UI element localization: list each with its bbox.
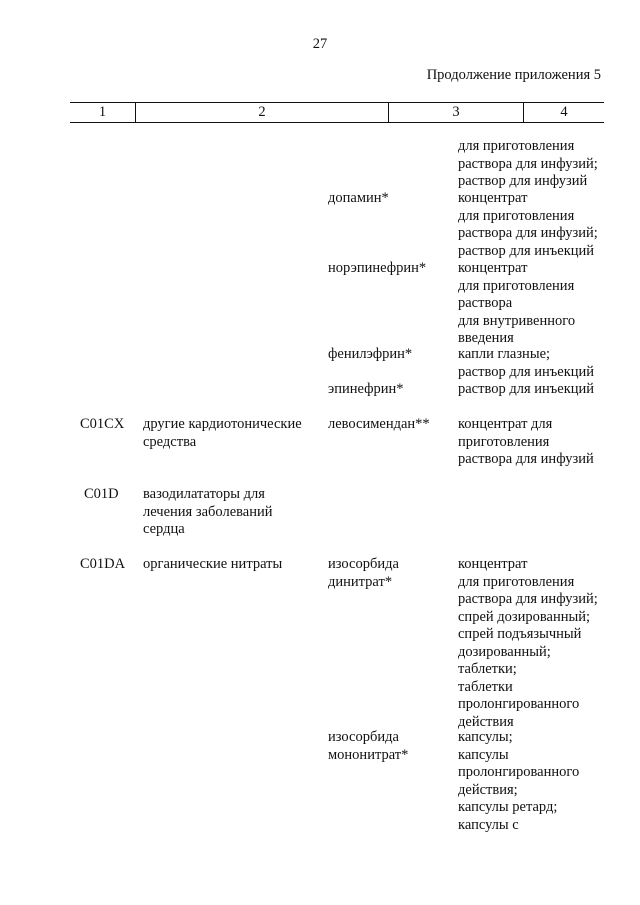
dosage-form-line: капсулы — [458, 746, 509, 763]
dosage-form-line: раствор для инъекций — [458, 363, 595, 380]
drug-name-line: допамин* — [328, 190, 389, 206]
dosage-form-line: для приготовления — [458, 138, 575, 154]
drug-name — [328, 381, 404, 399]
group-name — [143, 416, 302, 451]
dosage-form-line: концентрат для — [458, 416, 553, 432]
column-header-1: 1 — [98, 104, 107, 120]
dosage-form-line: раствора для инфузий — [458, 451, 594, 467]
dosage-form-line: действия — [458, 713, 514, 730]
table-header — [70, 102, 604, 123]
dosage-form-line: раствора для инфузий; — [458, 155, 598, 172]
dosage-forms — [458, 260, 575, 348]
drug-name-line: фенилэфрин* — [328, 346, 413, 362]
drug-name — [328, 729, 408, 764]
dosage-form-line: приготовления — [458, 433, 550, 450]
group-name-line: средства — [143, 433, 197, 450]
dosage-forms — [458, 416, 594, 469]
dosage-form-line: раствор для инъекций — [458, 242, 595, 259]
dosage-form-line: раствор для инъекций — [458, 381, 595, 397]
dosage-form-line: для внутривенного — [458, 312, 576, 329]
dosage-forms — [458, 138, 598, 191]
group-name-line: вазодилататоры для — [143, 486, 265, 502]
atc-code: C01D — [84, 486, 119, 502]
drug-name-line: изосорбида — [328, 729, 399, 745]
dosage-form-line: раствора — [458, 295, 513, 311]
dosage-form-line: капсулы; — [458, 729, 513, 745]
dosage-form-line: раствор для инфузий — [458, 173, 588, 189]
dosage-form-line: для приготовления — [458, 277, 575, 294]
drug-name-line: левосимендан** — [328, 416, 430, 432]
dosage-form-line: действия; — [458, 781, 518, 798]
page-number: 27 — [312, 36, 328, 52]
dosage-form-line: пролонгированного — [458, 764, 580, 780]
dosage-form-line: спрей дозированный; — [458, 608, 591, 625]
dosage-form-line: для приготовления — [458, 573, 575, 590]
drug-name — [328, 556, 399, 591]
dosage-forms — [458, 729, 579, 834]
drug-name-line: изосорбида — [328, 556, 399, 572]
dosage-forms — [458, 556, 598, 731]
dosage-form-line: концентрат — [458, 556, 528, 572]
dosage-form-line: капли глазные; — [458, 346, 551, 362]
dosage-form-line: таблетки; — [458, 661, 517, 677]
dosage-form-line: таблетки — [458, 678, 513, 695]
dosage-form-line: дозированный; — [458, 643, 551, 660]
drug-name-line: эпинефрин* — [328, 381, 404, 397]
dosage-form-line: раствора для инфузий; — [458, 591, 598, 607]
group-name-line: другие кардиотонические — [143, 416, 302, 432]
dosage-form-line: спрей подъязычный — [458, 626, 582, 642]
dosage-form-line: концентрат — [458, 190, 528, 206]
dosage-form-line: капсулы с — [458, 816, 519, 833]
drug-name — [328, 346, 412, 364]
dosage-form-line: концентрат — [458, 260, 528, 276]
group-name-line: органические нитраты — [143, 556, 283, 572]
column-header-4: 4 — [560, 104, 568, 120]
drug-name-line: норэпинефрин* — [328, 260, 427, 276]
drug-name — [328, 416, 430, 434]
atc-code: C01DA — [80, 556, 126, 572]
group-name-line: сердца — [143, 521, 185, 537]
dosage-form-line: для приготовления — [458, 207, 575, 224]
group-name — [143, 486, 273, 539]
dosage-form-line: раствора для инфузий; — [458, 225, 598, 241]
atc-code: C01CX — [80, 416, 125, 432]
group-name-line: лечения заболеваний — [143, 503, 273, 520]
dosage-form-line: капсулы ретард; — [458, 799, 558, 815]
column-header-2: 2 — [258, 104, 266, 120]
continuation-title: Продолжение приложения 5 — [426, 67, 601, 83]
group-name — [143, 556, 282, 574]
dosage-forms — [458, 381, 594, 399]
drug-name-line: мононитрат* — [328, 746, 409, 763]
dosage-forms — [458, 190, 598, 260]
dosage-form-line: введения — [458, 330, 514, 346]
drug-name-line: динитрат* — [328, 573, 393, 590]
column-header-3: 3 — [452, 104, 460, 120]
dosage-forms — [458, 346, 594, 381]
drug-name — [328, 190, 389, 208]
dosage-form-line: пролонгированного — [458, 696, 580, 712]
drug-name — [328, 260, 426, 278]
